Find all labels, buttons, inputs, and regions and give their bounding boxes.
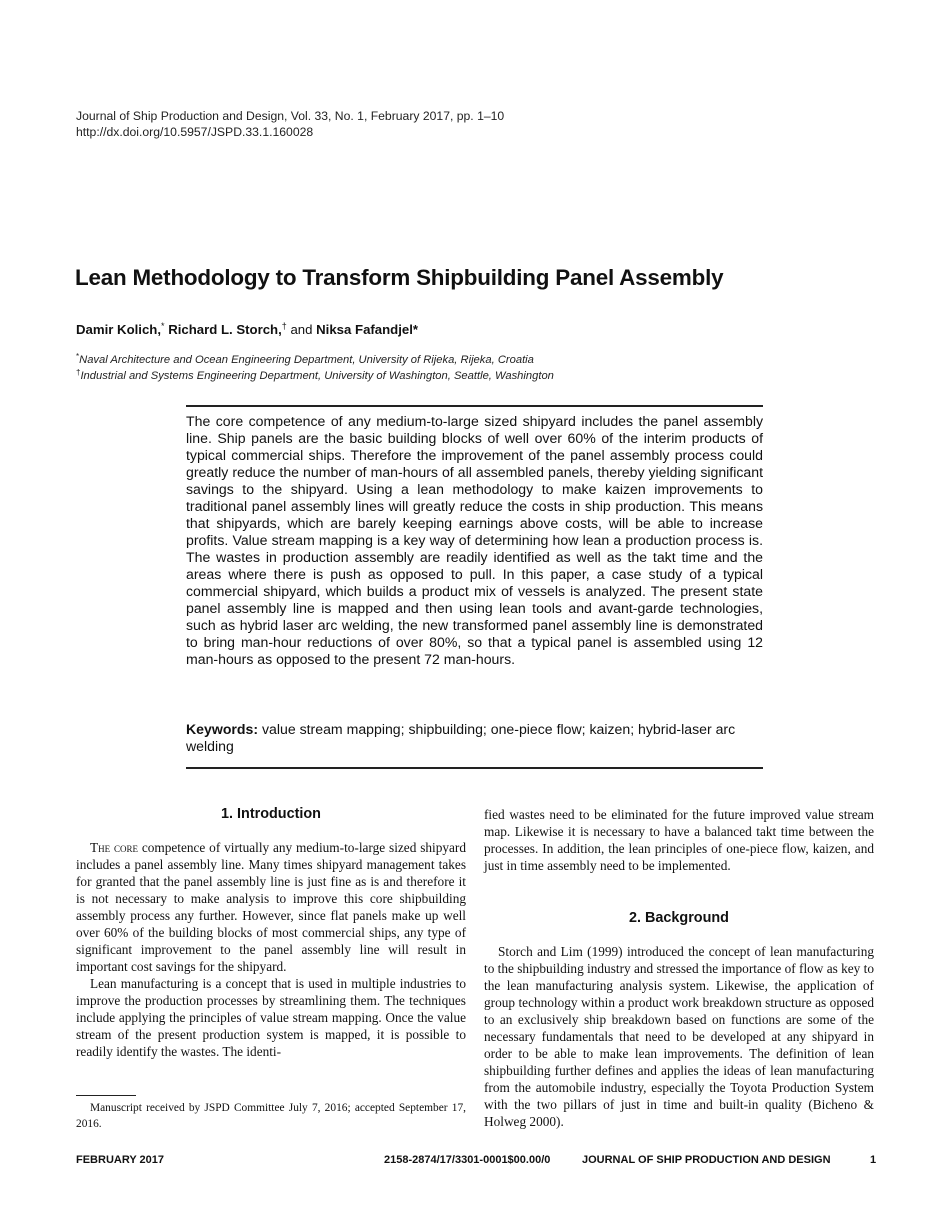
page-number: 1 — [870, 1154, 877, 1166]
journal-citation: Journal of Ship Production and Design, Vol. 33, No. 1, February 2017, pp. 1–10 — [76, 109, 505, 123]
right-column-top — [484, 806, 874, 874]
doi-link[interactable]: http://dx.doi.org/10.5957/JSPD.33.1.160028 — [76, 125, 314, 139]
keywords-label: Keywords: — [186, 721, 259, 737]
keywords — [186, 721, 763, 755]
affiliation-mark: * — [161, 321, 165, 331]
paper-title: Lean Methodology to Transform Shipbuilding Panel Assembly — [75, 265, 724, 290]
affiliation-mark: † — [76, 368, 81, 377]
affiliations — [76, 352, 554, 384]
author-name: Niksa Fafandjel — [316, 322, 413, 337]
footer-date: FEBRUARY 2017 — [76, 1154, 165, 1166]
right-column-background — [484, 943, 874, 1130]
footer-code: 2158-2874/17/3301-0001$00.00/0 — [384, 1154, 551, 1166]
footnote-rule — [76, 1095, 136, 1096]
footnote-text: Manuscript received by JSPD Committee July 7, 2016; accepted September 17, 2016. — [76, 1102, 466, 1130]
affiliation-mark: † — [281, 321, 287, 331]
abstract: The core competence of any medium-to-large sized shipyard includes the panel assembly line. Ship panels are the basic building blocks of well over 60% of the interim products of typical commercial ships. Therefore the improvement of the panel assembly process could greatly reduce the number of man-hours of all assembled panels, thereby yielding significant savings to the shipyard. Using a lean methodology to make kaizen improvements to traditional panel assembly lines will greatly reduce the costs in ship production. This means that shipyards, which are barely keeping earnings above costs, will be able to increase profits. Value stream mapping is a key way of determining how lean a production process is. The wastes in production assembly are readily identified as well as the takt time and the areas where there is push as opposed to pull. In this paper, a case study of a typical commercial shipyard, which builds a product mix of vessels is analyzed. The present state panel assembly line is mapped and then using lean tools and avant-garde technologies, such as hybrid laser arc welding, the new transformed panel assembly line is demonstrated to bring man-hour reductions of over 80%, so that a typical panel is assembled using 12 man-hours as opposed to the present 72 man-hours. — [186, 413, 763, 667]
affiliation-mark: * — [76, 352, 80, 361]
intro-paragraph-2: Lean manufacturing is a concept that is used in multiple industries to improve the production processes by streamlining them. The techniques include applying the principles of value stream mapping. Once the value stream of the present production system is mapped, it is possible to readily identify the wastes. The identi- — [76, 976, 466, 1059]
author-name: Damir Kolich, — [76, 322, 162, 337]
footer-journal: JOURNAL OF SHIP PRODUCTION AND DESIGN — [582, 1154, 831, 1166]
affiliation-line — [76, 352, 554, 368]
intro-paragraph-1-text: competence of virtually any medium-to-large sized shipyard includes a panel assembly line. Many times shipyard management takes for granted that the panel assembly line is just fine as is and therefore it is not necessary to make analysis to improve this core shipbuilding assembly process any further. However, since flat panels make up well over 60% of the building blocks of most commercial ships, any type of significant improvement to the panel assembly line will result in important cost savings for the shipyard. — [76, 840, 466, 974]
journal-header — [76, 108, 504, 140]
lead-in-smallcaps: The core — [90, 840, 138, 855]
left-column — [76, 839, 466, 1060]
author-conjunction: and — [290, 322, 313, 337]
affiliation-line — [76, 368, 554, 384]
abstract-bottom-rule — [186, 767, 763, 769]
keywords-text: value stream mapping; shipbuilding; one-piece flow; kaizen; hybrid-laser arc welding — [186, 721, 736, 754]
affiliation-text: Industrial and Systems Engineering Department, University of Washington, Seattle, Washington — [80, 370, 554, 382]
section-heading-introduction: 1. Introduction — [221, 806, 321, 822]
background-paragraph-1: Storch and Lim (1999) introduced the concept of lean manufacturing to the shipbuilding industry and stressed the importance of flow as key to the lean manufacturing analysis system. Likewise, the application of group technology within a product work breakdown structure as opposed to an exclusively ship breakdown based on functions are some of the necessary fundamentals that need to be developed at any shipyard in order to be able to make lean improvements. The definition of lean shipbuilding further defines and applies the ideas of lean manufacturing from the automobile industry, especially the Toyota Production System with the two pillars of just in time and built-in quality (Bicheno & Holweg 2000). — [484, 944, 874, 1129]
affiliation-text: Naval Architecture and Ocean Engineering Department, University of Rijeka, Rijeka, Croatia — [79, 354, 534, 366]
affiliation-mark: * — [412, 322, 419, 337]
footnote — [76, 1100, 466, 1132]
author-name: Richard L. Storch, — [168, 322, 282, 337]
abstract-top-rule — [186, 405, 763, 407]
intro-paragraph-2-continued: fied wastes need to be eliminated for the future improved value stream map. Likewise it is necessary to have a balanced takt time between the processes. In addition, the lean principles of one-piece flow, kaizen, and just in time assembly need to be implemented. — [484, 807, 874, 873]
section-heading-background: 2. Background — [629, 910, 729, 926]
intro-paragraph-1 — [76, 839, 466, 975]
author-list — [76, 322, 418, 337]
